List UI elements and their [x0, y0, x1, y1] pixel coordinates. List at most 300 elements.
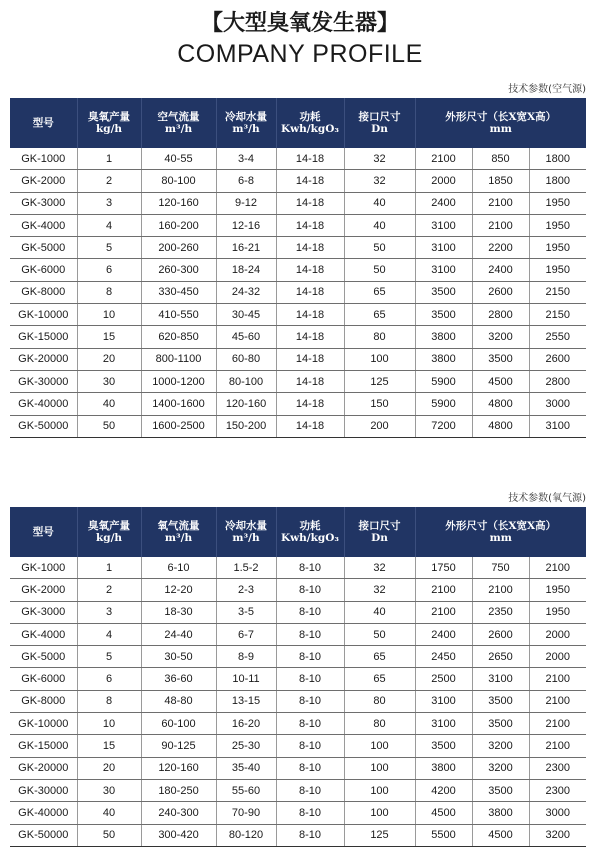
table-cell: 8-9 [216, 646, 276, 668]
table-cell: 6-7 [216, 623, 276, 645]
table-cell: 30 [77, 779, 141, 801]
table-cell: 8-10 [276, 646, 344, 668]
column-header-unit: m³/h [164, 123, 193, 135]
table-row [10, 348, 586, 370]
table-cell: 1000-1200 [141, 370, 216, 392]
column-header [10, 507, 77, 557]
table-cell: 45-60 [216, 326, 276, 348]
table-cell: 8-10 [276, 779, 344, 801]
column-header-unit: Dn [371, 123, 388, 135]
column-header [141, 98, 216, 148]
table-cell: 2100 [529, 668, 586, 690]
table-cell: 2 [77, 170, 141, 192]
table-cell: 1950 [529, 259, 586, 281]
table-cell: 1850 [472, 170, 529, 192]
table-row [10, 668, 586, 690]
table-cell: 3100 [415, 713, 472, 735]
column-header-label: 型号 [32, 526, 54, 538]
table-cell: GK-6000 [10, 259, 77, 281]
table-cell: 65 [344, 281, 415, 303]
table-cell: GK-3000 [10, 601, 77, 623]
table-cell: 2100 [529, 557, 586, 579]
table-cell: 3200 [472, 735, 529, 757]
table-cell: GK-10000 [10, 713, 77, 735]
table-cell: 14-18 [276, 326, 344, 348]
table-cell: 8-10 [276, 802, 344, 824]
column-header [216, 98, 276, 148]
table-cell: 1 [77, 557, 141, 579]
table-cell: 40 [344, 214, 415, 236]
table-cell: 2100 [472, 214, 529, 236]
column-header [344, 507, 415, 557]
table-cell: GK-50000 [10, 415, 77, 437]
table-cell: 12-20 [141, 579, 216, 601]
table-cell: 240-300 [141, 802, 216, 824]
table-cell: GK-4000 [10, 623, 77, 645]
table-cell: 125 [344, 824, 415, 846]
table-cell: 330-450 [141, 281, 216, 303]
table-caption-air-source: 技术参数(空气源) [508, 84, 586, 95]
table-cell: 55-60 [216, 779, 276, 801]
table-cell: 3 [77, 601, 141, 623]
table-cell: 125 [344, 370, 415, 392]
column-header-unit: Kwh/kgO₃ [281, 123, 339, 135]
column-header-label: 外形尺寸（长X宽X高） [445, 520, 557, 532]
table-cell: 80 [344, 690, 415, 712]
table-cell: 1950 [529, 237, 586, 259]
table-cell: 2100 [529, 735, 586, 757]
table-cell: 1800 [529, 170, 586, 192]
table-cell: 5 [77, 237, 141, 259]
table-cell: 2800 [529, 370, 586, 392]
table-cell: 18-30 [141, 601, 216, 623]
table-cell: 3 [77, 192, 141, 214]
table-cell: 300-420 [141, 824, 216, 846]
table-cell: 2450 [415, 646, 472, 668]
table-cell: 4500 [472, 370, 529, 392]
table-cell: 2-3 [216, 579, 276, 601]
column-header [276, 507, 344, 557]
table-cell: 8-10 [276, 735, 344, 757]
table-cell: 15 [77, 735, 141, 757]
table-cell: 3-4 [216, 148, 276, 170]
table-cell: 14-18 [276, 170, 344, 192]
table-cell: 3500 [472, 713, 529, 735]
table-cell: GK-50000 [10, 824, 77, 846]
table-cell: 60-100 [141, 713, 216, 735]
table-cell: 8-10 [276, 557, 344, 579]
table-cell: 1950 [529, 601, 586, 623]
table-cell: 30 [77, 370, 141, 392]
column-header-label: 冷却水量 [225, 520, 267, 532]
table-cell: 10-11 [216, 668, 276, 690]
table-cell: 14-18 [276, 393, 344, 415]
table-cell: 4200 [415, 779, 472, 801]
table-cell: 2 [77, 579, 141, 601]
table-cell: 14-18 [276, 192, 344, 214]
table-row [10, 393, 586, 415]
table-cell: GK-2000 [10, 170, 77, 192]
column-header-label: 型号 [32, 117, 54, 129]
table-cell: 120-160 [216, 393, 276, 415]
column-header-label: 冷却水量 [225, 111, 267, 123]
table-cell: 3100 [415, 214, 472, 236]
table-cell: 50 [344, 259, 415, 281]
table-cell: 4 [77, 214, 141, 236]
table-cell: 2300 [529, 757, 586, 779]
table-cell: 2600 [529, 348, 586, 370]
column-header [415, 98, 586, 148]
column-header-label: 氧气流量 [157, 520, 200, 532]
table-cell: GK-5000 [10, 646, 77, 668]
table-row [10, 370, 586, 392]
table-cell: 120-160 [141, 192, 216, 214]
table-cell: 9-12 [216, 192, 276, 214]
table-cell: 14-18 [276, 281, 344, 303]
table-cell: 10 [77, 304, 141, 326]
table-cell: 60-80 [216, 348, 276, 370]
table-cell: 3100 [529, 415, 586, 437]
table-cell: 1 [77, 148, 141, 170]
table-cell: 15 [77, 326, 141, 348]
column-header-unit: Dn [371, 532, 388, 544]
table-cell: 1800 [529, 148, 586, 170]
table-cell: 24-32 [216, 281, 276, 303]
table-cell: 12-16 [216, 214, 276, 236]
column-header-unit: mm [489, 123, 512, 135]
table-cell: GK-3000 [10, 192, 77, 214]
table-cell: 3500 [472, 690, 529, 712]
table-cell: 6-10 [141, 557, 216, 579]
table-row [10, 779, 586, 801]
table-row [10, 237, 586, 259]
table-cell: 2400 [472, 259, 529, 281]
table-cell: GK-20000 [10, 348, 77, 370]
table-cell: 2100 [529, 713, 586, 735]
table-cell: 14-18 [276, 348, 344, 370]
table-cell: 14-18 [276, 237, 344, 259]
table-cell: 3800 [415, 326, 472, 348]
table-cell: 14-18 [276, 148, 344, 170]
table-cell: 6 [77, 259, 141, 281]
table-cell: 4800 [472, 393, 529, 415]
table-cell: 1950 [529, 192, 586, 214]
table-row [10, 646, 586, 668]
table-cell: 3500 [472, 348, 529, 370]
table-cell: 24-40 [141, 623, 216, 645]
table-cell: 48-80 [141, 690, 216, 712]
table-cell: 150-200 [216, 415, 276, 437]
column-header-unit: m³/h [232, 532, 260, 544]
table-cell: 6 [77, 668, 141, 690]
table-cell: 1.5-2 [216, 557, 276, 579]
table-cell: 3800 [415, 348, 472, 370]
table-cell: 2400 [415, 192, 472, 214]
table-cell: 40 [344, 601, 415, 623]
table-cell: 410-550 [141, 304, 216, 326]
table-cell: 200 [344, 415, 415, 437]
table-row [10, 757, 586, 779]
table-cell: 2600 [472, 281, 529, 303]
table-cell: 1750 [415, 557, 472, 579]
table-cell: 2650 [472, 646, 529, 668]
table-cell: 10 [77, 713, 141, 735]
table-cell: GK-8000 [10, 690, 77, 712]
table-cell: 40 [77, 802, 141, 824]
table-cell: 2100 [415, 601, 472, 623]
column-header [77, 98, 141, 148]
table-cell: GK-15000 [10, 326, 77, 348]
table-cell: GK-10000 [10, 304, 77, 326]
table-cell: 65 [344, 668, 415, 690]
table-cell: 50 [77, 824, 141, 846]
table-cell: 3500 [472, 779, 529, 801]
column-header-unit: kg/h [95, 532, 123, 544]
column-header [344, 98, 415, 148]
table-cell: 850 [472, 148, 529, 170]
table-cell: 30-45 [216, 304, 276, 326]
table-cell: 3800 [415, 757, 472, 779]
table-cell: 8 [77, 281, 141, 303]
table-cell: 80-100 [216, 370, 276, 392]
table-cell: 4 [77, 623, 141, 645]
table-row [10, 170, 586, 192]
table-row [10, 148, 586, 170]
table-cell: 2000 [529, 623, 586, 645]
table-cell: GK-5000 [10, 237, 77, 259]
table-cell: 20 [77, 348, 141, 370]
table-cell: 4500 [472, 824, 529, 846]
table-cell: 6-8 [216, 170, 276, 192]
column-header [216, 507, 276, 557]
table-cell: GK-30000 [10, 779, 77, 801]
table-cell: 14-18 [276, 304, 344, 326]
table-cell: 36-60 [141, 668, 216, 690]
table-cell: 40-55 [141, 148, 216, 170]
table-cell: 50 [344, 237, 415, 259]
table-cell: 2200 [472, 237, 529, 259]
table-cell: 32 [344, 170, 415, 192]
table-row [10, 735, 586, 757]
column-header [276, 98, 344, 148]
table-row [10, 557, 586, 579]
table-cell: 2300 [529, 779, 586, 801]
table-cell: 2550 [529, 326, 586, 348]
table-cell: 2400 [415, 623, 472, 645]
column-header-unit: Kwh/kgO₃ [281, 532, 339, 544]
table-cell: 620-850 [141, 326, 216, 348]
table-cell: 100 [344, 757, 415, 779]
column-header-label: 外形尺寸（长X宽X高） [445, 111, 557, 123]
table-cell: 2100 [415, 148, 472, 170]
table-header-row [10, 98, 586, 148]
table-cell: 100 [344, 735, 415, 757]
table-cell: 8-10 [276, 824, 344, 846]
table-cell: 16-20 [216, 713, 276, 735]
table-cell: 65 [344, 646, 415, 668]
table-cell: 14-18 [276, 214, 344, 236]
table-cell: 3800 [472, 802, 529, 824]
table-cell: 2100 [415, 579, 472, 601]
table-row [10, 192, 586, 214]
table-cell: 20 [77, 757, 141, 779]
table-cell: 2150 [529, 281, 586, 303]
table-cell: 80 [344, 326, 415, 348]
table-cell: 2000 [529, 646, 586, 668]
table-row [10, 281, 586, 303]
table-row [10, 579, 586, 601]
table-cell: 3100 [415, 690, 472, 712]
table-cell: 2000 [415, 170, 472, 192]
table-cell: GK-40000 [10, 802, 77, 824]
column-header-unit: kg/h [95, 123, 123, 135]
table-cell: GK-1000 [10, 148, 77, 170]
table-cell: 4500 [415, 802, 472, 824]
column-header-label: 接口尺寸 [358, 111, 401, 123]
table-cell: 260-300 [141, 259, 216, 281]
spec-table-oxygen-source [10, 507, 586, 847]
table-row [10, 713, 586, 735]
table-row [10, 824, 586, 846]
table-cell: 100 [344, 802, 415, 824]
table-cell: 180-250 [141, 779, 216, 801]
table-cell: 80 [344, 713, 415, 735]
table-cell: 8-10 [276, 668, 344, 690]
table-cell: GK-2000 [10, 579, 77, 601]
table-cell: 3500 [415, 735, 472, 757]
column-header-label: 功耗 [299, 520, 321, 532]
column-header [141, 507, 216, 557]
table-cell: 65 [344, 304, 415, 326]
table-cell: 18-24 [216, 259, 276, 281]
table-cell: GK-30000 [10, 370, 77, 392]
table-cell: 3-5 [216, 601, 276, 623]
table-cell: 8 [77, 690, 141, 712]
table-cell: 3100 [415, 259, 472, 281]
table-cell: 8-10 [276, 601, 344, 623]
table-cell: GK-15000 [10, 735, 77, 757]
table-header-row [10, 507, 586, 557]
table-cell: 35-40 [216, 757, 276, 779]
table-row [10, 623, 586, 645]
column-header [77, 507, 141, 557]
table-cell: 2100 [472, 579, 529, 601]
page-title-cn: 【大型臭氧发生器】 [200, 11, 399, 36]
table-cell: GK-8000 [10, 281, 77, 303]
table-row [10, 304, 586, 326]
table-row [10, 690, 586, 712]
table-cell: 120-160 [141, 757, 216, 779]
table-cell: 40 [77, 393, 141, 415]
table-row [10, 415, 586, 437]
table-cell: 4800 [472, 415, 529, 437]
column-header-label: 臭氧产量 [88, 111, 130, 123]
column-header [10, 98, 77, 148]
table-cell: GK-40000 [10, 393, 77, 415]
table-cell: 750 [472, 557, 529, 579]
table-cell: 160-200 [141, 214, 216, 236]
table-cell: 1400-1600 [141, 393, 216, 415]
table-cell: 5900 [415, 370, 472, 392]
table-cell: 5900 [415, 393, 472, 415]
table-cell: 14-18 [276, 370, 344, 392]
table-cell: 13-15 [216, 690, 276, 712]
table-cell: GK-20000 [10, 757, 77, 779]
table-row [10, 326, 586, 348]
table-cell: 32 [344, 579, 415, 601]
table-row [10, 802, 586, 824]
table-cell: 1950 [529, 579, 586, 601]
table-cell: 8-10 [276, 757, 344, 779]
table-cell: 2600 [472, 623, 529, 645]
column-header-unit: m³/h [232, 123, 260, 135]
table-cell: 90-125 [141, 735, 216, 757]
table-cell: 8-10 [276, 579, 344, 601]
table-cell: 100 [344, 348, 415, 370]
table-cell: 3200 [529, 824, 586, 846]
table-cell: 2500 [415, 668, 472, 690]
table-cell: 80-120 [216, 824, 276, 846]
table-cell: 50 [77, 415, 141, 437]
column-header [415, 507, 586, 557]
table-cell: 100 [344, 779, 415, 801]
table-cell: 3500 [415, 281, 472, 303]
table-cell: 8-10 [276, 713, 344, 735]
table-caption-oxygen-source: 技术参数(氧气源) [508, 493, 586, 504]
spec-table-air-source [10, 98, 586, 438]
table-cell: 50 [344, 623, 415, 645]
table-cell: 70-90 [216, 802, 276, 824]
table-cell: 40 [344, 192, 415, 214]
table-cell: 1600-2500 [141, 415, 216, 437]
table-cell: 200-260 [141, 237, 216, 259]
table-cell: GK-1000 [10, 557, 77, 579]
column-header-unit: m³/h [164, 532, 193, 544]
table-cell: 3500 [415, 304, 472, 326]
table-cell: 150 [344, 393, 415, 415]
table-cell: 30-50 [141, 646, 216, 668]
table-cell: 1950 [529, 214, 586, 236]
table-cell: 3200 [472, 757, 529, 779]
table-cell: 2100 [472, 192, 529, 214]
table-cell: 25-30 [216, 735, 276, 757]
table-cell: 8-10 [276, 690, 344, 712]
column-header-unit: mm [489, 532, 512, 544]
column-header-label: 臭氧产量 [88, 520, 130, 532]
table-cell: 800-1100 [141, 348, 216, 370]
table-row [10, 601, 586, 623]
table-cell: 80-100 [141, 170, 216, 192]
table-cell: 3000 [529, 802, 586, 824]
table-cell: 32 [344, 557, 415, 579]
table-cell: 2800 [472, 304, 529, 326]
table-cell: 3200 [472, 326, 529, 348]
table-cell: 2100 [529, 690, 586, 712]
table-cell: 14-18 [276, 259, 344, 281]
page-title-en: COMPANY PROFILE [177, 40, 423, 68]
table-row [10, 214, 586, 236]
table-row [10, 259, 586, 281]
table-cell: 14-18 [276, 415, 344, 437]
table-cell: 32 [344, 148, 415, 170]
table-cell: 7200 [415, 415, 472, 437]
table-cell: 5 [77, 646, 141, 668]
table-cell: 16-21 [216, 237, 276, 259]
column-header-label: 功耗 [299, 111, 321, 123]
column-header-label: 空气流量 [157, 111, 200, 123]
column-header-label: 接口尺寸 [358, 520, 401, 532]
table-cell: 3100 [415, 237, 472, 259]
